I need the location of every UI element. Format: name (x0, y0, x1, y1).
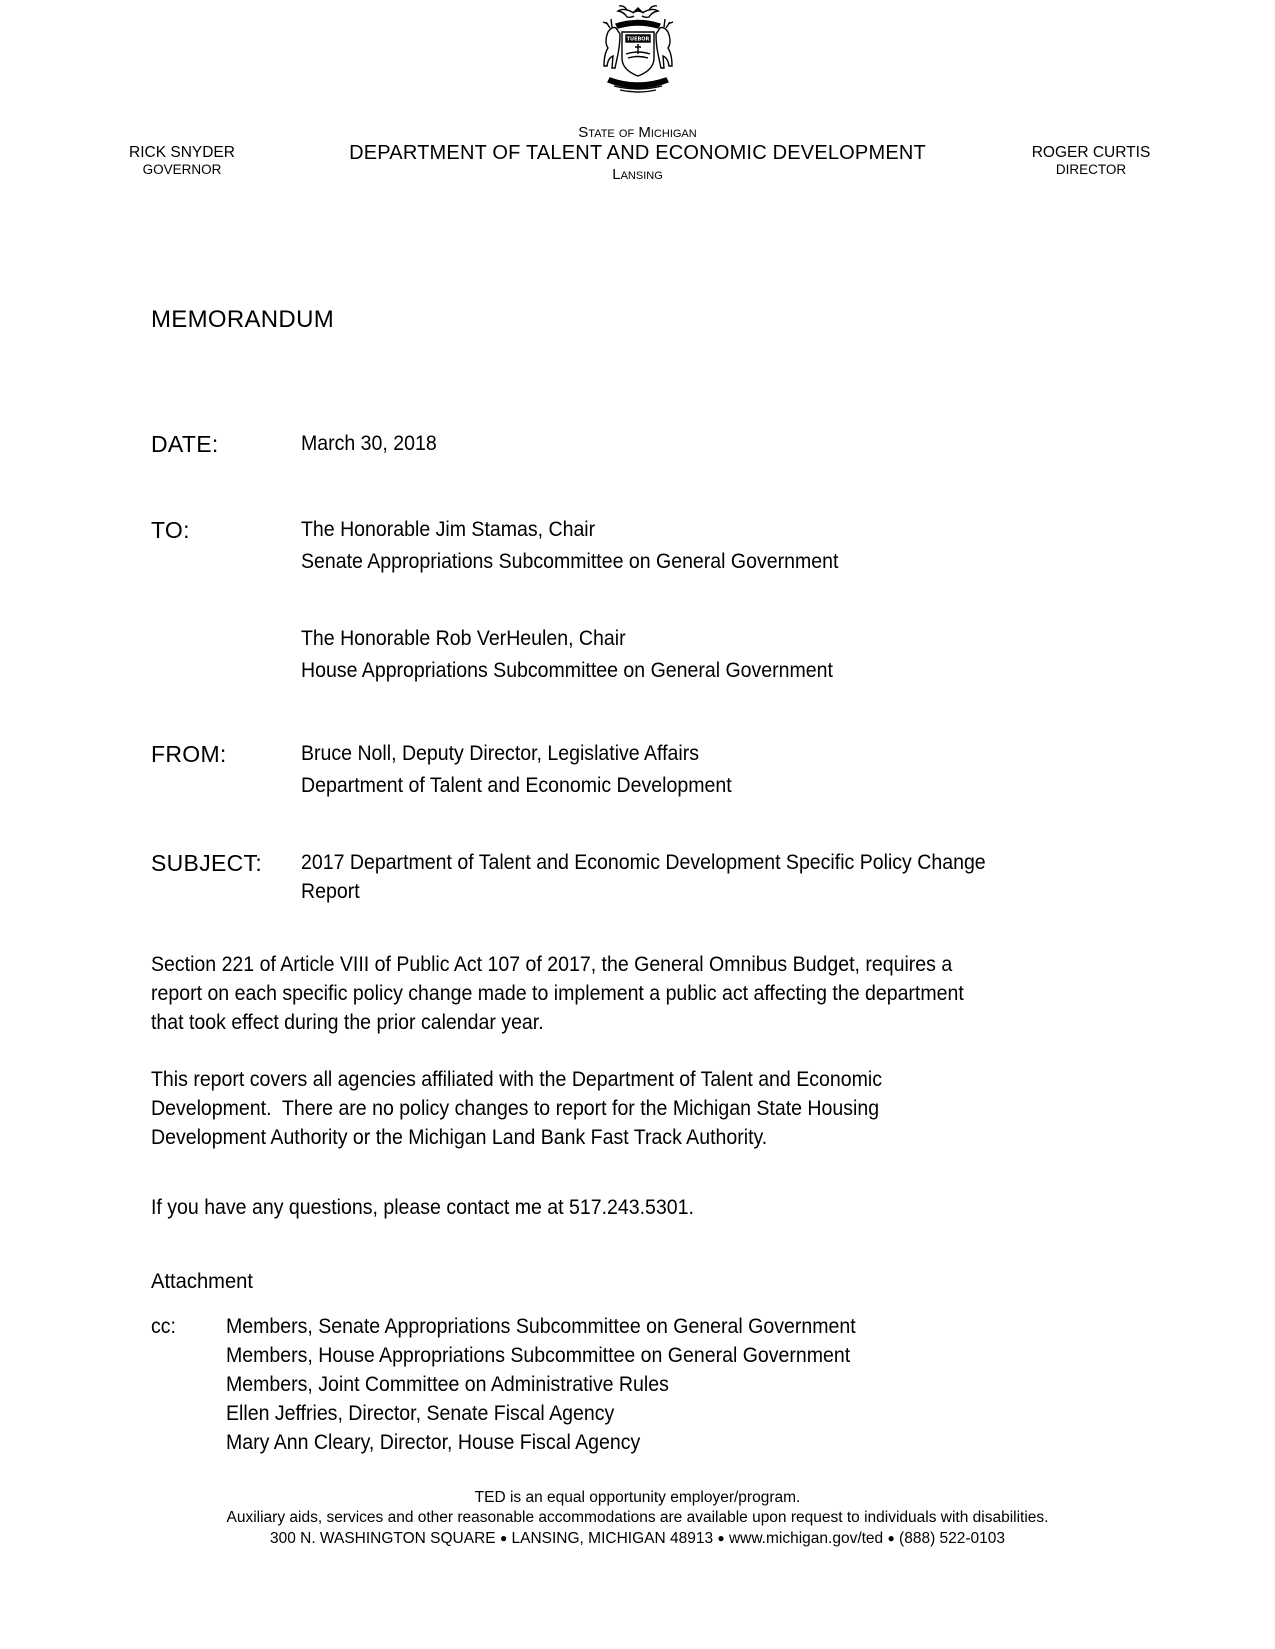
bullet-icon: ● (499, 1531, 508, 1545)
date-label: DATE: (151, 431, 219, 457)
footer-accommodations: Auxiliary aids, services and other reasonable accommodations are available upon request to individuals with disabilities. (226, 1509, 1049, 1526)
paragraph-line: report on each specific policy change made to implement a public act affecting the department (151, 982, 964, 1005)
director-block (1003, 144, 1179, 178)
to-recipient-2-name: The Honorable Rob VerHeulen, Chair (301, 627, 626, 650)
paragraph-line: that took effect during the prior calendar year. (151, 1011, 544, 1034)
state-seal (598, 2, 678, 94)
body-paragraph-1 (151, 950, 1072, 1037)
to-recipient-1-name: The Honorable Jim Stamas, Chair (301, 518, 596, 541)
subject-line-1: 2017 Department of Talent and Economic Development Specific Policy Change (301, 851, 986, 874)
paragraph-line: Development Authority or the Michigan Land Bank Fast Track Authority. (151, 1126, 768, 1149)
from-name: Bruce Noll, Deputy Director, Legislative Affairs (301, 742, 700, 765)
paragraph-line: If you have any questions, please contact me at 517.243.5301. (151, 1196, 694, 1219)
cc-list (226, 1312, 856, 1457)
footer-eoe: TED is an equal opportunity employer/program. (474, 1489, 801, 1506)
director-title: DIRECTOR (1055, 162, 1127, 177)
cc-item: Members, Joint Committee on Administrative Rules (226, 1373, 669, 1396)
footer (100, 1488, 1175, 1549)
cc-item: Mary Ann Cleary, Director, House Fiscal Agency (226, 1431, 641, 1454)
cc-item: Members, Senate Appropriations Subcommittee on General Government (226, 1315, 856, 1338)
memo-title: MEMORANDUM (151, 306, 334, 333)
city-name: Lansing (612, 166, 663, 183)
governor-name: RICK SNYDER (129, 144, 235, 161)
paragraph-line: Development. There are no policy changes to report for the Michigan State Housing (151, 1097, 880, 1120)
cc-item: Ellen Jeffries, Director, Senate Fiscal Agency (226, 1402, 615, 1425)
attachment-note: Attachment (151, 1270, 253, 1293)
bullet-icon: ● (717, 1531, 725, 1545)
paragraph-line: Section 221 of Article VIII of Public Act 107 of 2017, the General Omnibus Budget, requires a (151, 953, 953, 976)
to-recipient-1-org: Senate Appropriations Subcommittee on General Government (301, 550, 839, 573)
from-label: FROM: (151, 741, 227, 767)
footer-contact-line (100, 1528, 1175, 1549)
bullet-icon: ● (887, 1531, 895, 1545)
cc-label: cc: (151, 1315, 176, 1338)
footer-phone: (888) 522-0103 (899, 1530, 1006, 1547)
to-label: TO: (151, 517, 190, 543)
footer-website: www.michigan.gov/ted (728, 1530, 884, 1547)
governor-block (100, 144, 264, 178)
from-org: Department of Talent and Economic Development (301, 774, 732, 797)
state-name: State of Michigan (578, 124, 697, 141)
director-name: ROGER CURTIS (1031, 144, 1151, 161)
footer-address: 300 N. WASHINGTON SQUARE (269, 1530, 496, 1547)
to-recipient-2-org: House Appropriations Subcommittee on General Government (301, 659, 833, 682)
department-name: DEPARTMENT OF TALENT AND ECONOMIC DEVELOPMENT (349, 142, 926, 164)
date-value: March 30, 2018 (301, 432, 437, 455)
letterhead-center (300, 124, 975, 184)
governor-title: GOVERNOR (142, 162, 222, 177)
cc-item: Members, House Appropriations Subcommittee on General Government (226, 1344, 851, 1367)
footer-city: LANSING, MICHIGAN 48913 (511, 1530, 714, 1547)
seal-motto: TUEBOR (626, 36, 650, 43)
subject-line-2: Report (301, 880, 360, 903)
paragraph-line: This report covers all agencies affiliated with the Department of Talent and Economic (151, 1068, 882, 1091)
body-paragraph-3 (151, 1193, 1072, 1222)
body-paragraph-2 (151, 1065, 1072, 1152)
subject-label: SUBJECT: (151, 850, 263, 876)
